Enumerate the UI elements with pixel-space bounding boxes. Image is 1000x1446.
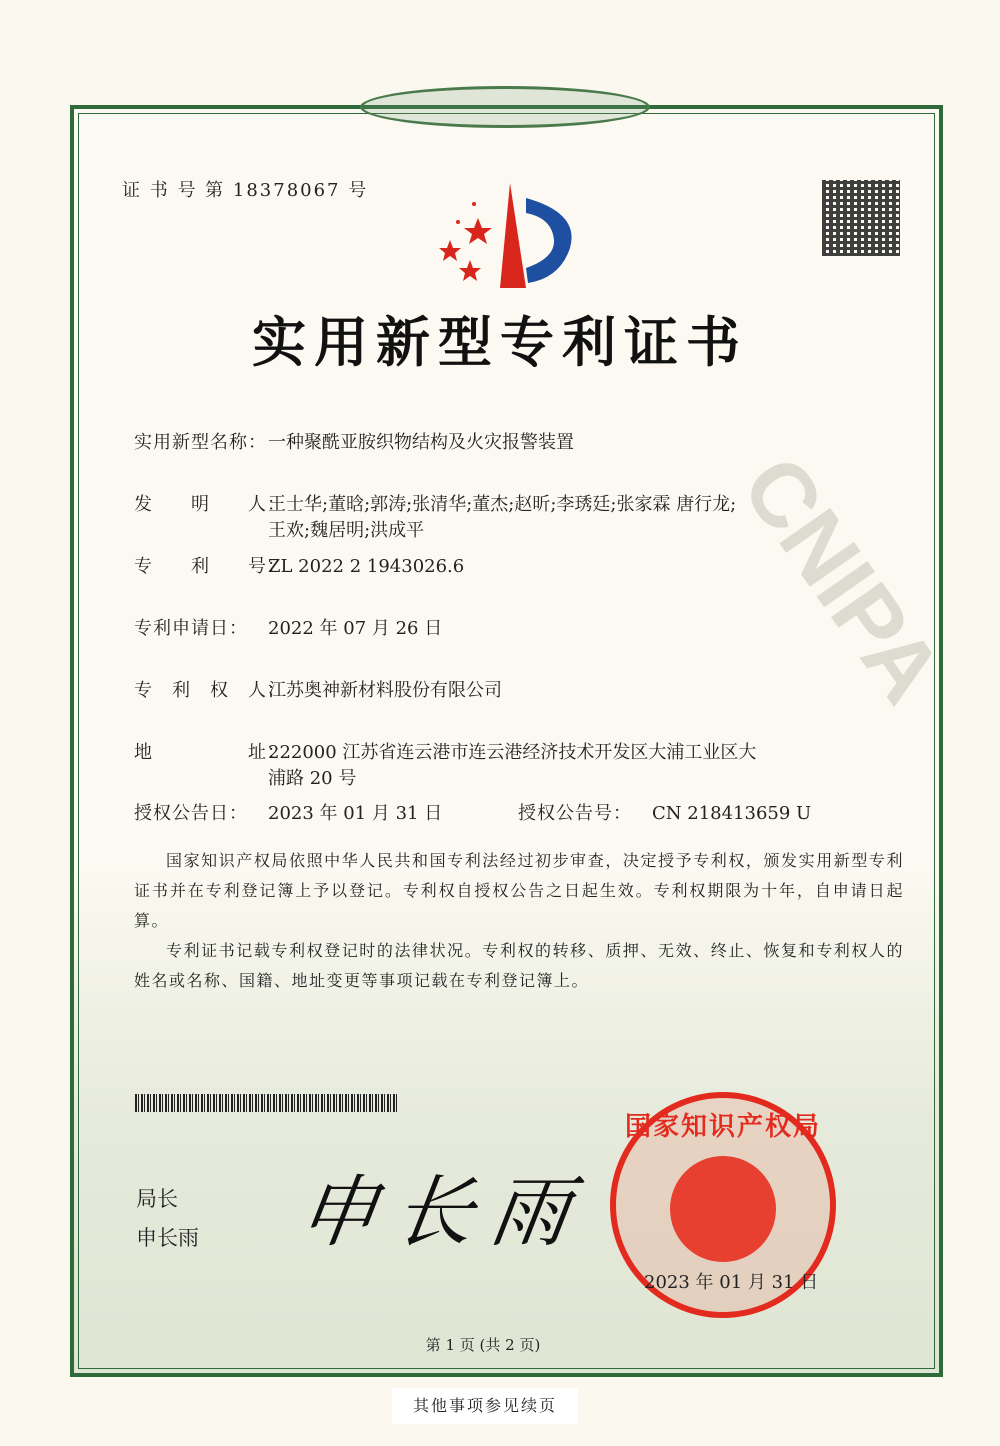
- cnipa-logo-icon: [430, 178, 590, 298]
- field-label: 地 址：: [134, 742, 286, 763]
- field-label: 专利申请日：: [134, 618, 248, 639]
- field-value: CN 218413659 U: [652, 803, 812, 824]
- certificate-number: 证 书 号 第 18378067 号: [122, 180, 369, 201]
- barcode: [135, 1094, 399, 1112]
- field-patentee: [134, 678, 748, 704]
- official-seal: [610, 1092, 836, 1318]
- field-value: 江苏奥神新材料股份有限公司: [268, 680, 502, 701]
- field-grant-date: [134, 801, 811, 827]
- field-value: 一种聚酰亚胺织物结构及火灾报警装置: [268, 432, 574, 453]
- field-inventors: [134, 492, 748, 544]
- paragraph: 国家知识产权局依照中华人民共和国专利法经过初步审查，决定授予专利权，颁发实用新型专利证书并在专利登记簿上予以登记。专利权自授权公告之日起生效。专利权期限为十年，自申请日起算。: [134, 851, 904, 930]
- paragraph: 专利证书记载专利权登记时的法律状况。专利权的转移、质押、无效、终止、恢复和专利权人的姓名或名称、国籍、地址变更等事项记载在专利登记簿上。: [134, 941, 904, 990]
- page-title: 实用新型专利证书: [252, 310, 748, 374]
- field-label: 专 利 号：: [134, 556, 286, 577]
- field-label: 授权公告日：: [134, 803, 248, 824]
- field-value: 222000 江苏省连云港市连云港经济技术开发区大浦工业区大浦路 20 号: [268, 742, 757, 789]
- qr-code: [822, 180, 900, 256]
- field-value: 王士华;董晗;郭涛;张清华;董杰;赵昕;李琇廷;张家霖 唐行龙;王欢;魏居明;洪成平: [268, 494, 737, 541]
- national-emblem-icon: [670, 1156, 776, 1262]
- director-title: 局长: [136, 1187, 178, 1211]
- watermark: CNIPA: [722, 439, 962, 721]
- field-label: 授权公告号：: [518, 803, 632, 824]
- field-value: 2022 年 07 月 26 日: [268, 618, 443, 639]
- page-info: 第 1 页 (共 2 页): [425, 1336, 541, 1354]
- signature: 申长雨: [292, 1168, 594, 1258]
- field-address: [134, 740, 763, 792]
- seal-text: 国家知识产权局: [624, 1112, 821, 1142]
- field-label: 专 利 权 人：: [134, 680, 286, 701]
- field-value: ZL 2022 2 1943026.6: [268, 556, 465, 577]
- field-label: 实用新型名称：: [134, 432, 267, 453]
- ornament-icon: [360, 86, 650, 128]
- director-name: 申长雨: [136, 1226, 199, 1250]
- field-value: 2023 年 01 月 31 日: [268, 803, 443, 824]
- seal-date: 2023 年 01 月 31 日: [644, 1272, 819, 1293]
- field-name: [134, 430, 748, 456]
- field-label: 发 明 人：: [134, 494, 286, 515]
- field-patent-number: [134, 554, 748, 580]
- field-filing-date: [134, 616, 748, 642]
- footer-note: 其他事项参见续页: [392, 1388, 578, 1424]
